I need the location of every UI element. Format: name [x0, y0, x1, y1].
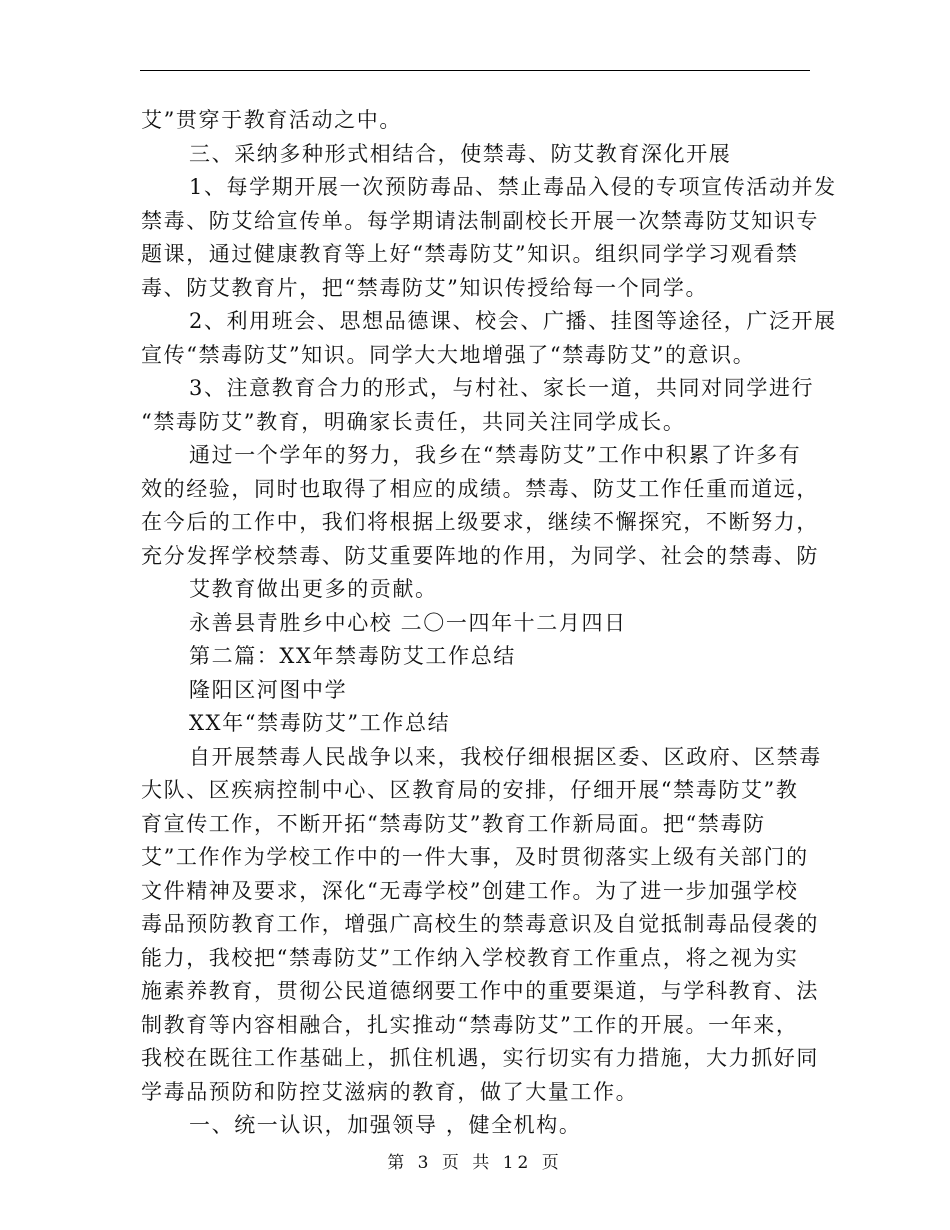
- text-line: 艾教育做出更多的贡献。: [189, 577, 438, 601]
- text-line: 1、每学期开展一次预防毒品、禁止毒品入侵的专项宣传活动并发: [189, 175, 837, 199]
- text-line: 毒、防艾教育片，把“禁毒防艾”知识传授给每一个同学。: [141, 275, 709, 300]
- text-line: 文件精神及要求，深化“无毒学校”创建工作。为了进一步加强学校: [141, 878, 799, 903]
- text-line: 施素养教育，贯彻公民道德纲要工作中的重要渠道，与学科教育、法: [141, 979, 819, 1003]
- text-line: 我校在既往工作基础上，抓住机遇，实行切实有力措施，大力抓好同: [141, 1046, 819, 1070]
- text-line: 3、注意教育合力的形式，与村社、家长一道，共同对同学进行: [189, 376, 815, 400]
- text-line: 在今后的工作中，我们将根据上级要求，继续不懈探究，不断努力，: [141, 510, 819, 534]
- text-line: “禁毒防艾”教育，明确家长责任，共同关注同学成长。: [141, 409, 686, 434]
- text-line: 制教育等内容相融合，扎实推动“禁毒防艾”工作的开展。一年来，: [141, 1012, 799, 1037]
- text-line: 艾”工作作为学校工作中的一件大事，及时贯彻落实上级有关部门的: [141, 845, 809, 869]
- text-line: 育宣传工作，不断开拓“禁毒防艾”教育工作新局面。把“禁毒防: [141, 811, 766, 836]
- text-line: 艾”贯穿于教育活动之中。: [141, 108, 402, 132]
- text-line: 宣传“禁毒防艾”知识。同学大大地增强了“禁毒防艾”的意识。: [141, 342, 756, 367]
- text-line: 自开展禁毒人民战争以来，我校仔细根据区委、区政府、区禁毒: [189, 744, 822, 769]
- header-rule: [140, 70, 810, 71]
- text-line: 毒品预防教育工作，增强广高校生的禁毒意识及自觉抵制毒品侵袭的: [141, 912, 819, 936]
- text-line: 题课，通过健康教育等上好“禁毒防艾”知识。组织同学学习观看禁: [141, 242, 799, 266]
- text-line: 学毒品预防和防控艾滋病的教育，做了大量工作。: [141, 1079, 639, 1104]
- document-body: [141, 104, 837, 1143]
- page-footer: 第 3 页 共 12 页: [387, 1153, 563, 1173]
- text-line: 2、利用班会、思想品德课、校会、广播、挂图等途径，广泛开展: [189, 309, 837, 333]
- text-line: 能力，我校把“禁毒防艾”工作纳入学校教育工作重点，将之视为实: [141, 945, 799, 970]
- text-line: 隆阳区河图中学: [189, 677, 348, 702]
- text-line: 充分发挥学校禁毒、防艾重要阵地的作用，为同学、社会的禁毒、防: [141, 543, 819, 568]
- text-line: XX年“禁毒防艾”工作总结: [189, 711, 451, 735]
- text-line: 三、采纳多种形式相结合，使禁毒、防艾教育深化开展: [189, 141, 732, 166]
- text-line: 一、统一认识，加强领导 ，健全机构。: [189, 1113, 582, 1137]
- text-line: 永善县青胜乡中心校 二〇一四年十二月四日: [189, 610, 627, 635]
- text-line: 通过一个学年的努力，我乡在“禁毒防艾”工作中积累了许多有: [189, 443, 802, 467]
- text-line: 第二篇：XX年禁毒防艾工作总结: [189, 644, 516, 668]
- text-line: 禁毒、防艾给宣传单。每学期请法制副校长开展一次禁毒防艾知识专: [141, 208, 819, 233]
- text-line: 效的经验，同时也取得了相应的成绩。禁毒、防艾工作任重而道远，: [141, 476, 819, 501]
- text-line: 大队、区疾病控制中心、区教育局的安排，仔细开展“禁毒防艾”教: [141, 778, 799, 802]
